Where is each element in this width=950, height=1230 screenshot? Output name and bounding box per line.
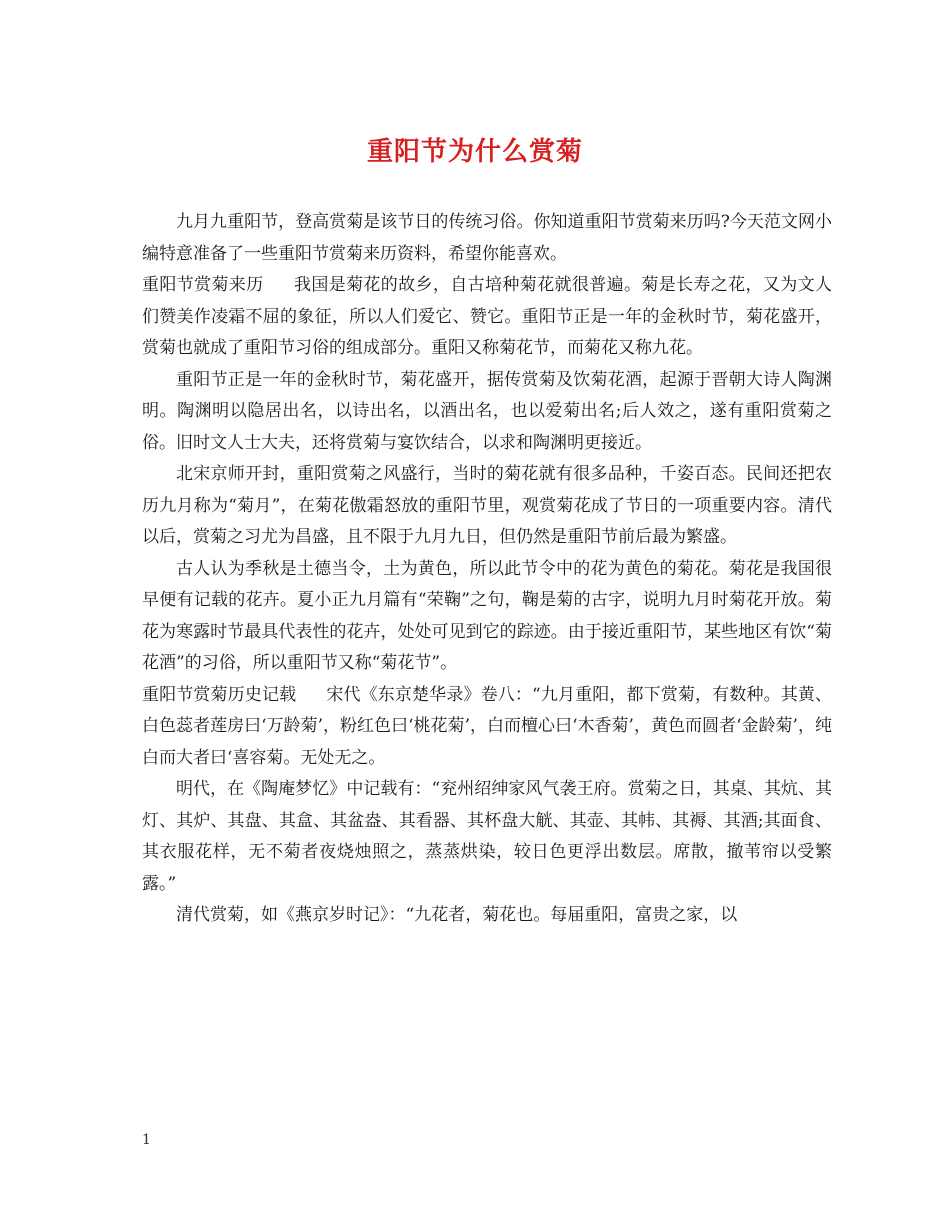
paragraph-text: 古人认为季秋是土德当令，土为黄色，所以此节令中的花为黄色的菊花。菊花是我国很早便有记载的花卉。夏小正九月篇有“荣鞠”之句，鞠是菊的古字，说明九月时菊花开放。菊花为寒露时节最具代表性的花卉，处处可见到它的踪迹。由于接近重阳节，某些地区有饮“菊花酒”的习俗，所以重阳节又称“菊花节”。 — [142, 558, 832, 673]
document-title: 重阳节为什么赏菊 — [366, 137, 583, 167]
paragraph-text: 清代赏菊，如《燕京岁时记》：“九花者，菊花也。每届重阳，富贵之家，以 — [176, 905, 738, 925]
section-heading: 重阳节赏菊来历 — [142, 275, 264, 295]
page-number: 1 — [142, 1132, 151, 1148]
paragraph-text: 我国是菊花的故乡，自古培种菊花就很普遍。菊是长寿之花，又为文人们赞美作凌霜不屈的象征，所以人们爱它、赞它。重阳节正是一年的金秋时节，菊花盛开，赏菊也就成了重阳节习俗的组成部分。重阳又称菊花节，而菊花又称九花。 — [142, 275, 833, 358]
paragraph-text: 明代，在《陶庵梦忆》中记载有：“兖州绍绅家风气袭王府。赏菊之日，其桌、其炕、其灯、其炉、其盘、其盒、其盆盎、其看器、其杯盘大觥、其壶、其帏、其褥、其酒;其面食、其衣服花样，无不菊者夜烧烛照之，蒸蒸烘染，较日色更浮出数层。席散，撤苇帘以受繁露。” — [142, 779, 832, 894]
paragraph — [142, 680, 832, 775]
paragraph-text: 宋代《东京楚华录》卷八：“九月重阳，都下赏菊，有数种。其黄、白色蕊者莲房曰‘万龄菊’，粉红色曰‘桃花菊’，白而檀心曰‘木香菊’，黄色而圆者‘金龄菊’，纯白而大者曰‘喜容菊。无处无之。 — [142, 684, 832, 768]
paragraph-text: 北宋京师开封，重阳赏菊之风盛行，当时的菊花就有很多品种，千姿百态。民间还把农历九月称为“菊月”，在菊花傲霜怒放的重阳节里，观赏菊花成了节日的一项重要内容。清代以后，赏菊之习尤为昌盛，且不限于九月九日，但仍然是重阳节前后最为繁盛。 — [142, 464, 832, 547]
document-body — [142, 207, 832, 932]
paragraph — [142, 900, 832, 932]
paragraph — [142, 365, 832, 460]
section-heading: 重阳节赏菊历史记载 — [142, 684, 297, 705]
paragraph — [142, 554, 832, 680]
paragraph — [142, 270, 832, 365]
paragraph-text: 重阳节正是一年的金秋时节，菊花盛开，据传赏菊及饮菊花酒，起源于晋朝大诗人陶渊明。陶渊明以隐居出名，以诗出名，以酒出名，也以爱菊出名;后人效之，遂有重阳赏菊之俗。旧时文人士大夫，还将赏菊与宴饮结合，以求和陶渊明更接近。 — [142, 369, 832, 453]
paragraph — [142, 459, 832, 554]
paragraph — [142, 774, 832, 900]
paragraph-text: 九月九重阳节，登高赏菊是该节日的传统习俗。你知道重阳节赏菊来历吗?今天范文网小编特意准备了一些重阳节赏菊来历资料，希望你能喜欢。 — [142, 212, 832, 264]
paragraph — [142, 207, 832, 270]
